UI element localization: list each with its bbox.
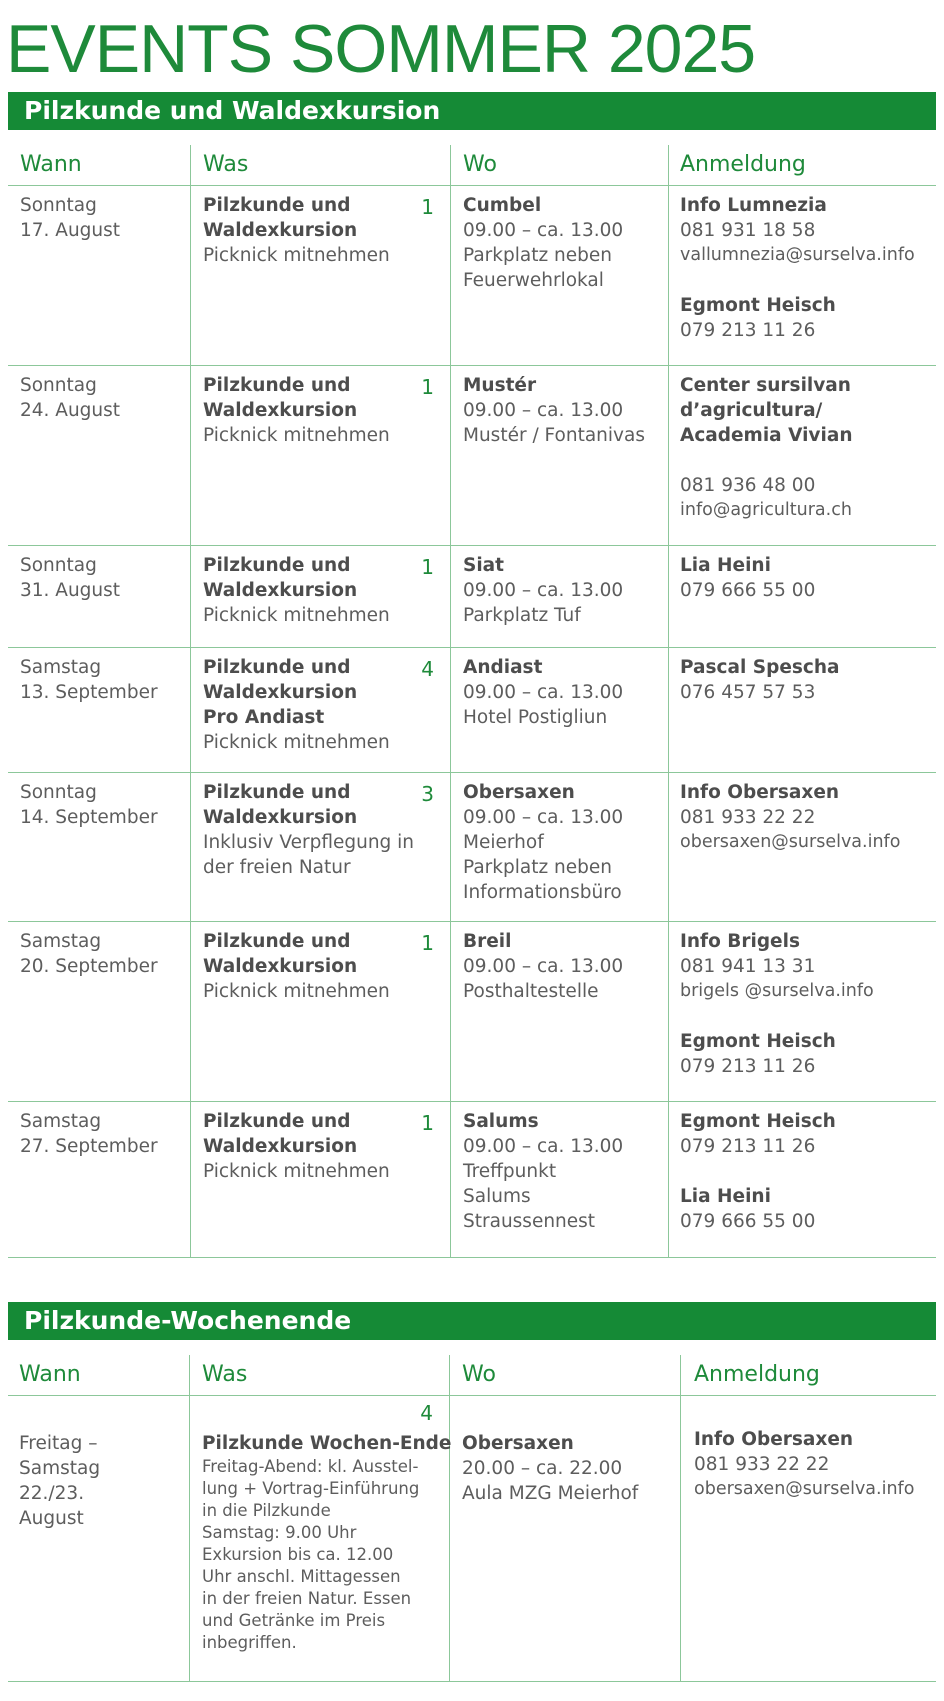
date-line: Sonntag — [20, 782, 97, 803]
date-line: Sonntag — [20, 195, 97, 216]
location-line: 09.00 – ca. 13.00 — [463, 956, 624, 977]
location-line: Salums — [463, 1186, 531, 1207]
description-line: und Getränke im Preis — [202, 1611, 386, 1630]
location-name: Mustér — [463, 375, 537, 396]
date-line: 14. September — [20, 807, 158, 828]
event-number: 4 — [421, 657, 434, 681]
date-line: Sonntag — [20, 375, 97, 396]
description-line: Exkursion bis ca. 12.00 — [202, 1545, 394, 1564]
contact-email: vallumnezia@surselva.info — [680, 245, 915, 265]
event-number: 1 — [421, 931, 434, 955]
contact-name: Egmont Heisch — [680, 1031, 836, 1052]
header-wo: Wo — [462, 1362, 496, 1387]
event-note: Picknick mitnehmen — [203, 605, 390, 626]
location-line: Parkplatz neben — [463, 857, 613, 878]
location-name: Salums — [463, 1111, 539, 1132]
contact-phone: 079 666 55 00 — [680, 580, 816, 601]
location-line: Aula MZG Meierhof — [462, 1483, 639, 1504]
contact-phone: 079 213 11 26 — [680, 1056, 816, 1077]
date-line: Freitag – — [19, 1433, 98, 1454]
row-divider — [8, 921, 936, 922]
location-name: Breil — [463, 931, 512, 952]
registration-cell — [694, 1427, 914, 1502]
table-bottom-line — [8, 1681, 936, 1682]
row-divider — [8, 365, 936, 366]
contact-phone: 081 933 22 22 — [694, 1454, 830, 1475]
contact-email: obersaxen@surselva.info — [694, 1479, 915, 1499]
date-line: Samstag — [20, 657, 102, 678]
event-title: Waldexkursion — [203, 956, 358, 977]
date-line: 17. August — [20, 220, 121, 241]
date-line: 27. September — [20, 1136, 158, 1157]
registration-cell — [680, 373, 853, 523]
date-line: Samstag — [19, 1458, 101, 1479]
event-note: Inklusiv Verpflegung in — [203, 832, 415, 853]
location-line: 20.00 – ca. 22.00 — [462, 1458, 623, 1479]
date-line: 20. September — [20, 956, 158, 977]
section-heading-excursion: Pilzkunde und Waldexkursion — [8, 92, 936, 130]
description-line: Uhr anschl. Mittagessen — [202, 1567, 401, 1586]
location-line: Informationsbüro — [463, 882, 622, 903]
location-line: 09.00 – ca. 13.00 — [463, 220, 624, 241]
date-line: 22./23. — [19, 1483, 85, 1504]
location-name: Siat — [463, 555, 504, 576]
event-title: Waldexkursion — [203, 1136, 358, 1157]
event-cell — [203, 655, 390, 755]
column-divider — [190, 145, 191, 1257]
contact-name: Egmont Heisch — [680, 1111, 836, 1132]
column-divider — [189, 1355, 190, 1681]
location-name: Obersaxen — [462, 1433, 574, 1454]
description-line: lung + Vortrag-Einführung — [202, 1479, 420, 1498]
spacer — [680, 268, 915, 293]
row-divider — [8, 545, 936, 546]
contact-name: Info Lumnezia — [680, 195, 827, 216]
location-line: Straussennest — [463, 1211, 596, 1232]
location-name: Cumbel — [463, 195, 542, 216]
location-line: Mustér / Fontanivas — [463, 425, 645, 446]
location-line: 09.00 – ca. 13.00 — [463, 400, 624, 421]
location-cell — [463, 780, 623, 905]
location-cell — [463, 373, 645, 448]
description-line: in die Pilzkunde — [202, 1501, 331, 1520]
event-note: der freien Natur — [203, 857, 351, 878]
event-title: Pilzkunde und — [203, 931, 351, 952]
event-note: Picknick mitnehmen — [203, 1161, 390, 1182]
column-divider — [680, 1355, 681, 1681]
event-cell — [203, 193, 390, 268]
event-cell — [203, 780, 414, 880]
event-cell — [203, 553, 390, 628]
contact-email: obersaxen@surselva.info — [680, 832, 901, 852]
location-line: 09.00 – ca. 13.00 — [463, 1136, 624, 1157]
location-line: Hotel Postigliun — [463, 707, 608, 728]
event-title: Waldexkursion — [203, 807, 358, 828]
event-title: Pilzkunde und — [203, 1111, 351, 1132]
description-line: Samstag: 9.00 Uhr — [202, 1523, 357, 1542]
location-cell — [463, 193, 623, 293]
location-line: Treffpunkt — [463, 1161, 557, 1182]
event-title: Pilzkunde und — [203, 195, 351, 216]
location-line: 09.00 – ca. 13.00 — [463, 682, 624, 703]
registration-cell — [680, 1109, 836, 1234]
column-divider — [668, 145, 669, 1257]
header-wann: Wann — [19, 1362, 81, 1387]
event-note: Picknick mitnehmen — [203, 425, 390, 446]
date-cell — [20, 1109, 158, 1159]
event-cell — [203, 1109, 390, 1184]
location-cell — [462, 1431, 638, 1506]
contact-email: brigels @surselva.info — [680, 981, 874, 1001]
event-cell — [203, 929, 390, 1004]
event-number: 1 — [421, 195, 434, 219]
contact-phone: 079 213 11 26 — [680, 320, 816, 341]
contact-name: Lia Heini — [680, 1186, 771, 1207]
contact-phone: 081 936 48 00 — [680, 475, 816, 496]
contact-email: info@agricultura.ch — [680, 500, 852, 520]
date-line: Sonntag — [20, 555, 97, 576]
contact-name: d’agricultura/ — [680, 400, 823, 421]
contact-name: Pascal Spescha — [680, 657, 840, 678]
contact-phone: 079 213 11 26 — [680, 1136, 816, 1157]
contact-phone: 081 941 13 31 — [680, 956, 816, 977]
event-note: Picknick mitnehmen — [203, 245, 390, 266]
date-cell — [20, 193, 120, 243]
location-line: Parkplatz neben — [463, 245, 613, 266]
event-title: Pilzkunde und — [203, 782, 351, 803]
header-wo: Wo — [463, 152, 497, 177]
header-anmeldung: Anmeldung — [694, 1362, 820, 1387]
location-cell — [463, 929, 623, 1004]
event-title: Waldexkursion — [203, 400, 358, 421]
contact-phone: 076 457 57 53 — [680, 682, 816, 703]
event-title: Pro Andiast — [203, 707, 325, 728]
date-cell — [20, 929, 158, 979]
location-line: Parkplatz Tuf — [463, 605, 581, 626]
row-divider — [8, 772, 936, 773]
column-divider — [450, 145, 451, 1257]
event-title: Waldexkursion — [203, 220, 358, 241]
location-line: Meierhof — [463, 832, 544, 853]
date-cell — [20, 373, 120, 423]
row-divider — [8, 647, 936, 648]
contact-name: Egmont Heisch — [680, 295, 836, 316]
registration-cell — [680, 780, 900, 855]
date-line: August — [19, 1508, 84, 1529]
date-line: 13. September — [20, 682, 158, 703]
registration-cell — [680, 553, 815, 603]
header-anmeldung: Anmeldung — [680, 152, 806, 177]
description-line: Freitag-Abend: kl. Ausstel- — [202, 1457, 419, 1476]
event-number: 3 — [421, 782, 434, 806]
description-line: inbegriffen. — [202, 1633, 297, 1652]
row-divider — [8, 1395, 936, 1396]
location-cell — [463, 553, 623, 628]
contact-name: Info Obersaxen — [680, 782, 840, 803]
date-line: Samstag — [20, 1111, 102, 1132]
contact-phone: 081 933 22 22 — [680, 807, 816, 828]
contact-name: Lia Heini — [680, 555, 771, 576]
row-divider — [8, 1101, 936, 1102]
location-line: 09.00 – ca. 13.00 — [463, 807, 624, 828]
event-title: Pilzkunde Wochen-Ende — [202, 1433, 452, 1454]
location-line: Posthaltestelle — [463, 981, 599, 1002]
event-title: Waldexkursion — [203, 580, 358, 601]
location-cell — [463, 655, 623, 730]
contact-name: Center sursilvan — [680, 375, 851, 396]
header-wann: Wann — [20, 152, 82, 177]
location-cell — [463, 1109, 623, 1234]
description-line: in der freien Natur. Essen — [202, 1589, 412, 1608]
date-cell — [19, 1431, 100, 1531]
registration-cell — [680, 655, 840, 705]
weekend-table — [8, 1355, 936, 1685]
date-cell — [20, 553, 120, 603]
date-cell — [20, 655, 158, 705]
event-note: Picknick mitnehmen — [203, 981, 390, 1002]
date-line: 24. August — [20, 400, 121, 421]
row-divider — [8, 185, 936, 186]
location-name: Andiast — [463, 657, 543, 678]
event-title: Pilzkunde und — [203, 657, 351, 678]
spacer — [680, 1159, 836, 1184]
event-title: Pilzkunde und — [203, 555, 351, 576]
table-bottom-line — [8, 1257, 936, 1258]
location-line: Feuerwehrlokal — [463, 270, 604, 291]
contact-name: Academia Vivian — [680, 425, 853, 446]
registration-cell — [680, 193, 915, 343]
header-was: Was — [203, 152, 249, 177]
event-number: 1 — [421, 1111, 434, 1135]
registration-cell — [680, 929, 874, 1079]
contact-name: Info Obersaxen — [694, 1429, 854, 1450]
contact-name: Info Brigels — [680, 931, 800, 952]
location-name: Obersaxen — [463, 782, 575, 803]
header-was: Was — [202, 1362, 248, 1387]
date-cell — [20, 780, 158, 830]
spacer — [680, 1004, 874, 1029]
event-number: 1 — [421, 555, 434, 579]
excursion-table — [8, 145, 936, 1265]
contact-phone: 081 931 18 58 — [680, 220, 816, 241]
event-note: Picknick mitnehmen — [203, 732, 390, 753]
event-number: 1 — [421, 375, 434, 399]
event-description — [202, 1456, 451, 1654]
event-cell — [203, 373, 390, 448]
event-title: Pilzkunde und — [203, 375, 351, 396]
page-title: EVENTS SOMMER 2025 — [6, 11, 756, 87]
event-title: Waldexkursion — [203, 682, 358, 703]
section-heading-weekend: Pilzkunde-Wochenende — [8, 1302, 936, 1340]
date-line: 31. August — [20, 580, 121, 601]
event-cell — [202, 1431, 451, 1654]
contact-phone: 079 666 55 00 — [680, 1211, 816, 1232]
event-number: 4 — [420, 1401, 433, 1425]
spacer — [680, 448, 853, 473]
date-line: Samstag — [20, 931, 102, 952]
location-line: 09.00 – ca. 13.00 — [463, 580, 624, 601]
